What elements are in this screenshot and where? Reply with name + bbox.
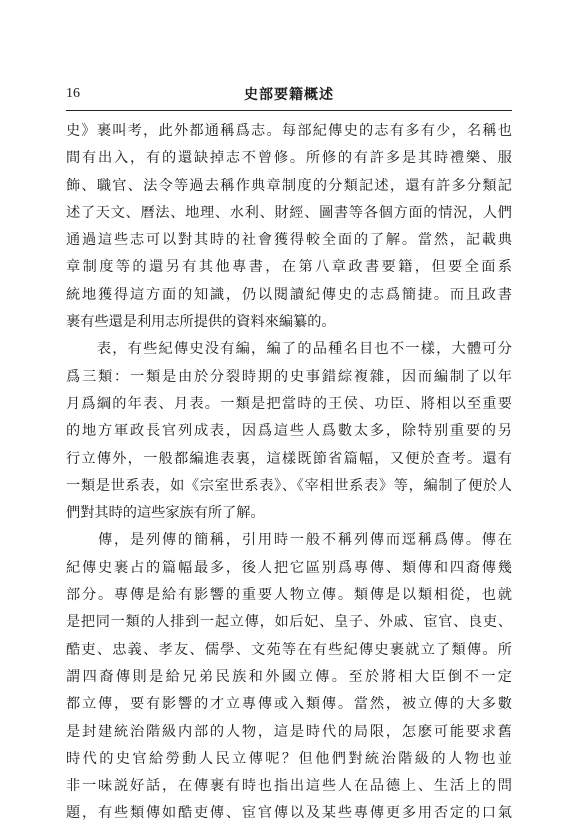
page-header [66,84,512,106]
text-line: 們對其時的這些家族有所了解。 [66,505,265,522]
text-line: 月爲綱的年表、月表。一類是把當時的王侯、功臣、將相以至重要 [66,395,512,412]
text-line: 一類是世系表，如《宗室世系表》、《宰相世系表》等，編制了便於人 [66,477,512,494]
text-line: 章制度等的還另有其他專書，在第八章政書要籍，但要全面系 [66,259,512,276]
text-line: 非一味説好話，在傳裹有時也指出這些人在品德上、生活上的問 [66,778,512,795]
text-line: 傳，是列傳的簡稱，引用時一般不稱列傳而逕稱爲傳。傳在 [66,532,512,549]
text-line: 題，有些類傳如酷吏傳、宦官傳以及某些專傳更多用否定的口氣 [66,805,512,822]
text-line: 時代的史官給勞動人民立傳呢？但他們對統治階級的人物也並 [66,750,512,767]
text-line: 裹有些還是利用志所提供的資料來編纂的。 [66,314,336,331]
text-line: 述了天文、曆法、地理、水利、財經、圖書等各個方面的情況，人們 [66,204,512,221]
text-line: 行立傳外，一般都編進表裏，這樣既節省篇幅，又便於查考。還有 [66,450,512,467]
text-line: 間有出入，有的還缺掉志不曾修。所修的有許多是其時禮樂、服 [66,150,512,167]
text-line: 謂四裔傳則是給兄弟民族和外國立傳。至於將相大臣倒不一定 [66,668,512,685]
text-line: 爲三類：一類是由於分裂時期的史事錯綜複雜，因而編制了以年 [66,368,512,385]
text-line: 紀傳史裹占的篇幅最多，後人把它區别爲專傳、類傳和四裔傳幾 [66,559,512,576]
text-line: 是把同一類的人排到一起立傳，如后妃、皇子、外戚、宦官、良吏、 [66,614,512,631]
text-line: 統地獲得這方面的知識，仍以閱讀紀傳史的志爲簡捷。而且政書 [66,286,512,303]
text-line: 酷吏、忠義、孝友、儒學、文苑等在有些紀傳史裹就立了類傳。所 [66,641,512,658]
running-title: 史部要籍概述 [244,87,334,103]
header-rule [66,110,512,111]
page-number: 16 [66,86,80,101]
text-line: 史》裹叫考，此外都通稱爲志。每部紀傳史的志有多有少，名稱也 [66,123,512,139]
text-line: 都立傳，要有影響的才立專傳或入類傳。當然，被立傳的大多數 [66,696,512,713]
text-line: 飾、職官、法令等過去稱作典章制度的分類記述，還有許多分類記 [66,177,512,194]
text-line: 的地方軍政長官列成表，因爲這些人爲數太多，除特别重要的另 [66,423,512,440]
text-line: 表，有些紀傳史没有編，編了的品種名目也不一樣，大體可分 [66,341,512,358]
text-line: 部分。專傳是給有影響的重要人物立傳。類傳是以類相從，也就 [66,587,512,604]
text-line: 是封建統治階級内部的人物，這是時代的局限，怎麽可能要求舊 [66,723,512,740]
text-line: 通過這些志可以對其時的社會獲得較全面的了解。當然，記載典 [66,232,512,249]
body-text [66,118,512,828]
